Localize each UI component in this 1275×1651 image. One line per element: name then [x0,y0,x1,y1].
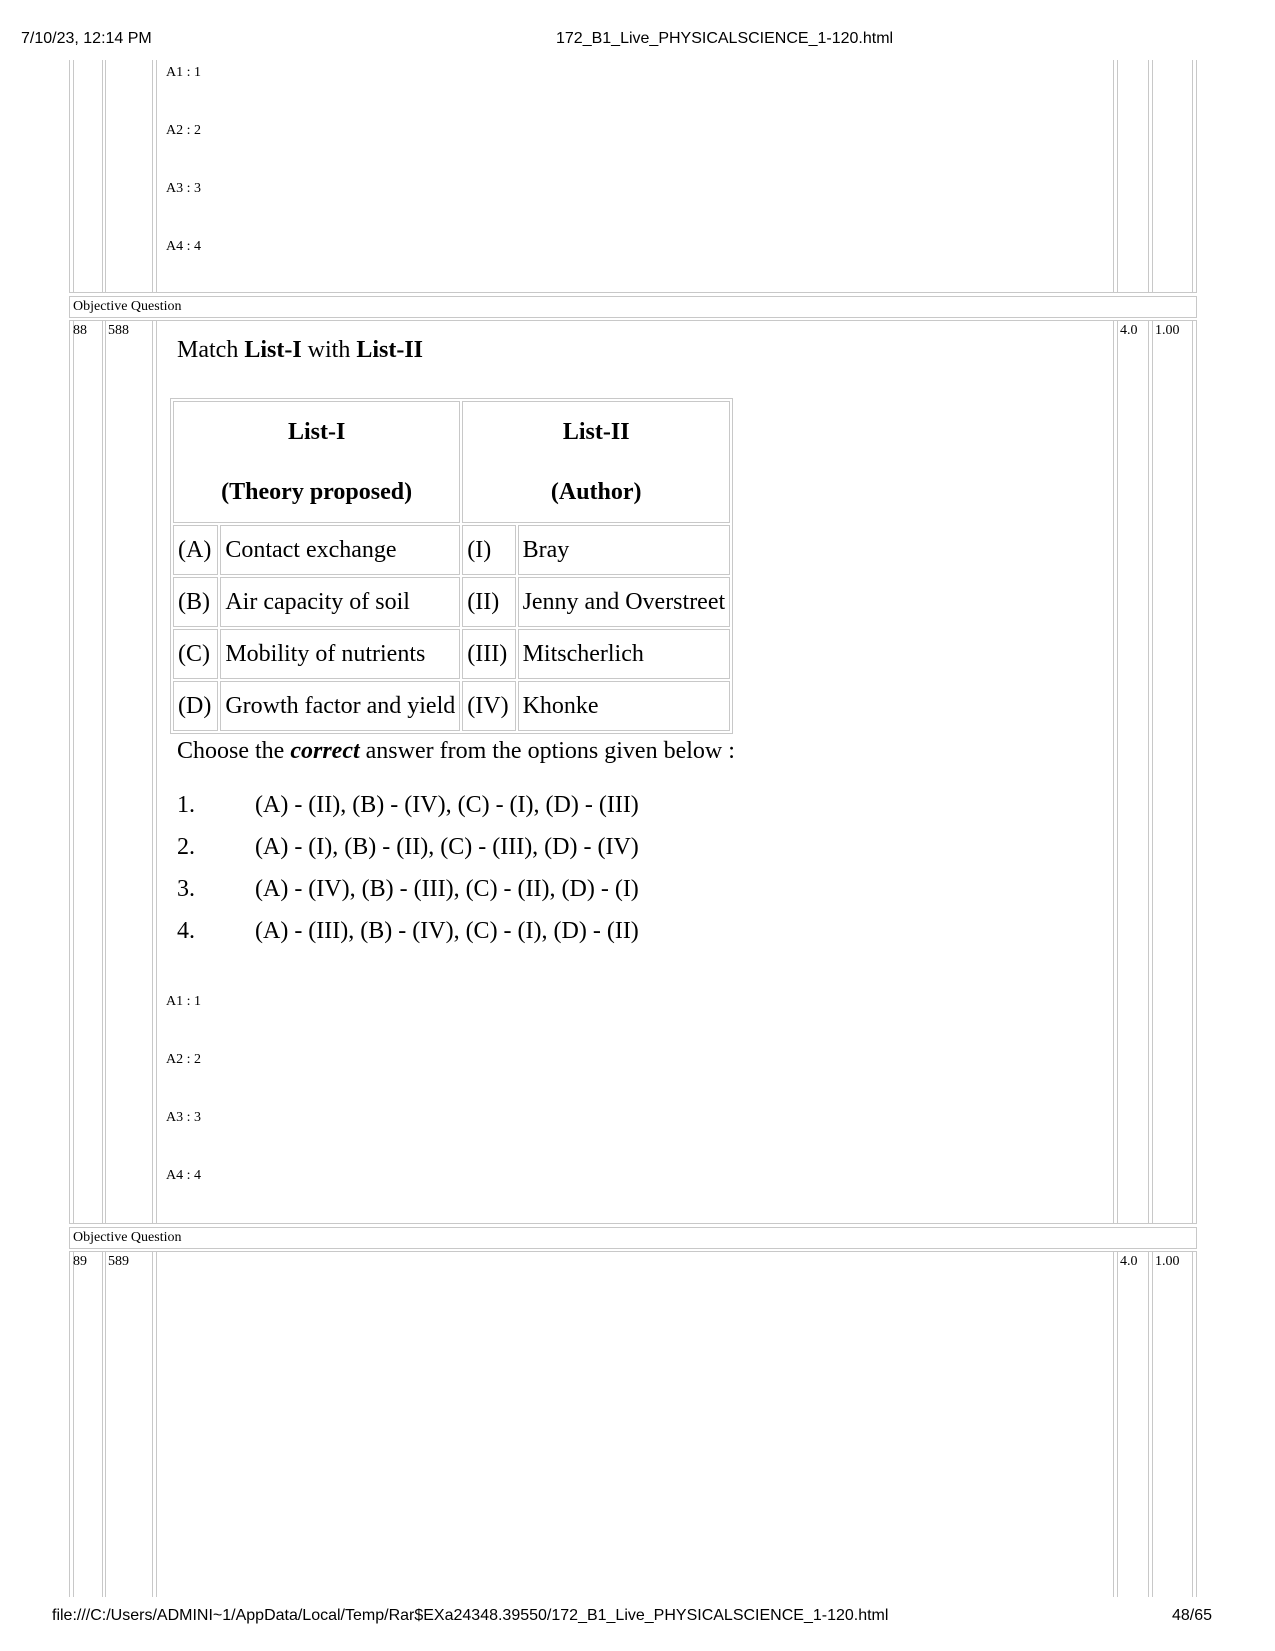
option-2: 2. (A) - (I), (B) - (II), (C) - (III), (D) - (IV) [177,834,639,860]
table-row: (C) Mobility of nutrients (III) Mitscherlich [173,629,730,679]
table-row: (A) Contact exchange (I) Bray [173,525,730,575]
list-2-header: List-II (Author) [462,401,730,523]
page-number: 48/65 [1172,1607,1213,1624]
answer-2: A2 : 2 [166,1052,201,1067]
negative-marks: 1.00 [1155,1254,1180,1269]
question-id: 588 [108,323,129,338]
option-3: 3. (A) - (IV), (B) - (III), (C) - (II), (D) - (I) [177,876,639,902]
question-marks: 4.0 [1120,1254,1138,1269]
answer-3: A3 : 3 [166,1110,201,1125]
answer-4: A4 : 4 [166,1168,201,1183]
question-title: Match List-I with List-II [177,337,424,363]
choose-instruction: Choose the correct answer from the options given below : [177,738,735,764]
option-4: 4. (A) - (III), (B) - (IV), (C) - (I), (D) - (II) [177,918,639,944]
print-datetime: 7/10/23, 12:14 PM [21,30,152,47]
table-row: (D) Growth factor and yield (IV) Khonke [173,681,730,731]
question-number: 89 [73,1254,87,1269]
prev-answer-4: A4 : 4 [166,239,201,254]
negative-marks: 1.00 [1155,323,1180,338]
question-marks: 4.0 [1120,323,1138,338]
section-label: Objective Question [73,1230,182,1245]
file-path: file:///C:/Users/ADMINI~1/AppData/Local/Temp/Rar$EXa24348.39550/172_B1_Live_PHYSICALSCIENCE_1-120.html [52,1607,889,1624]
answer-1: A1 : 1 [166,994,201,1009]
question-number: 88 [73,323,87,338]
option-1: 1. (A) - (II), (B) - (IV), (C) - (I), (D) - (III) [177,792,639,818]
table-row: (B) Air capacity of soil (II) Jenny and Overstreet [173,577,730,627]
match-table [170,398,733,734]
section-label: Objective Question [73,299,182,314]
prev-answer-2: A2 : 2 [166,123,201,138]
prev-answer-3: A3 : 3 [166,181,201,196]
prev-answer-1: A1 : 1 [166,65,201,80]
list-1-header: List-I (Theory proposed) [173,401,460,523]
question-id: 589 [108,1254,129,1269]
document-title: 172_B1_Live_PHYSICALSCIENCE_1-120.html [556,30,894,47]
